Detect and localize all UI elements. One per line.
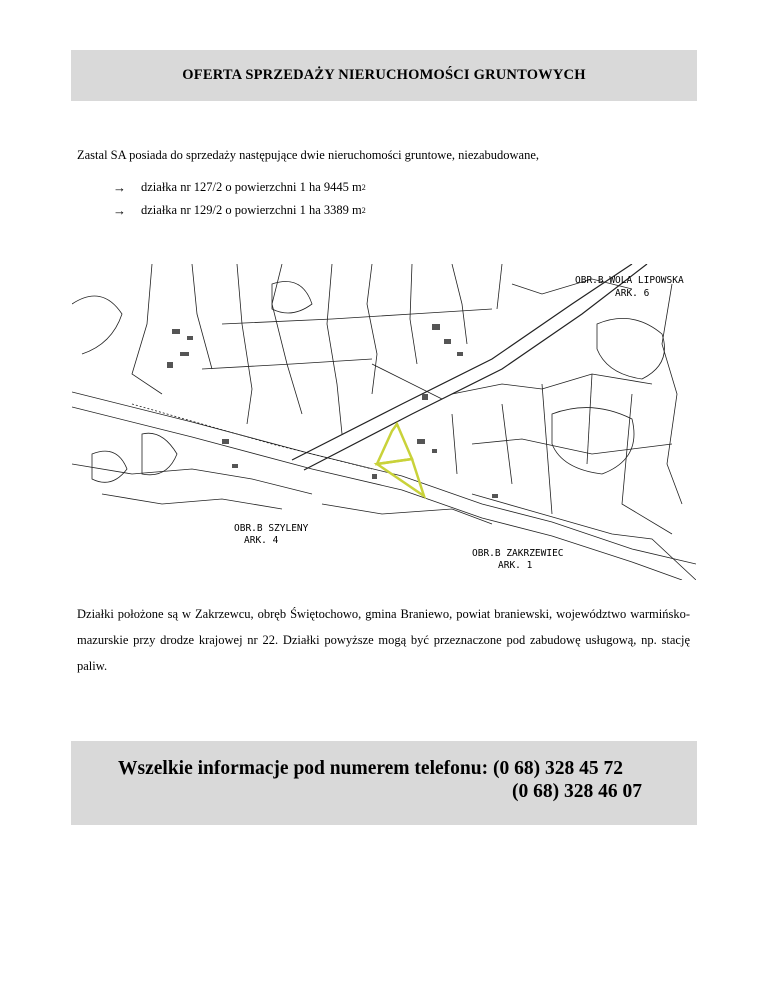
phone-number-1: (0 68) 328 45 72 — [492, 758, 623, 779]
plot-text: działka nr 127/2 o powierzchni 1 ha 9445 m — [141, 180, 362, 194]
map-label-szyleny-sheet: ARK. 4 — [244, 535, 279, 546]
contact-line-1 — [118, 758, 623, 780]
map-label-zakrzewiec-sheet: ARK. 1 — [498, 560, 533, 571]
contact-label: Wszelkie informacje pod numerem telefonu: — [118, 758, 489, 779]
location-description: Działki położone są w Zakrzewcu, obręb Świętochowo, gmina Braniewo, powiat braniewski, województwo warmińsko-mazurskie przy drodze krajowej nr 22. Działki powyższe mogą być przeznaczone pod zabudowę usługową, np. stację paliw. — [77, 607, 690, 673]
plot-item — [113, 199, 366, 222]
plot-item — [113, 176, 366, 199]
contact-banner — [71, 741, 697, 825]
map-label-wola-lipowska-sheet: ARK. 6 — [615, 288, 650, 299]
cadastral-map — [72, 264, 696, 580]
area-unit-exponent: 2 — [361, 183, 366, 192]
map-drawing — [72, 264, 696, 580]
intro-paragraph: Zastal SA posiada do sprzedaży następujące dwie nieruchomości gruntowe, niezabudowane, — [77, 148, 539, 162]
plot-list — [113, 176, 366, 222]
area-unit-exponent: 2 — [361, 206, 366, 215]
plot-text: działka nr 129/2 o powierzchni 1 ha 3389 m — [141, 203, 362, 217]
map-label-zakrzewiec: OBR.B ZAKRZEWIEC — [472, 548, 564, 559]
phone-number-2: (0 68) 328 46 07 — [512, 781, 642, 802]
arrow-icon: → — [113, 202, 126, 218]
arrow-icon: → — [113, 179, 126, 195]
highlighted-plots — [377, 424, 424, 496]
map-label-wola-lipowska: OBR.B WOLA LIPOWSKA — [575, 275, 684, 286]
page-title: OFERTA SPRZEDAŻY NIERUCHOMOŚCI GRUNTOWYCH — [182, 67, 586, 83]
map-label-szyleny: OBR.B SZYLENY — [234, 523, 309, 534]
title-banner — [71, 50, 697, 101]
